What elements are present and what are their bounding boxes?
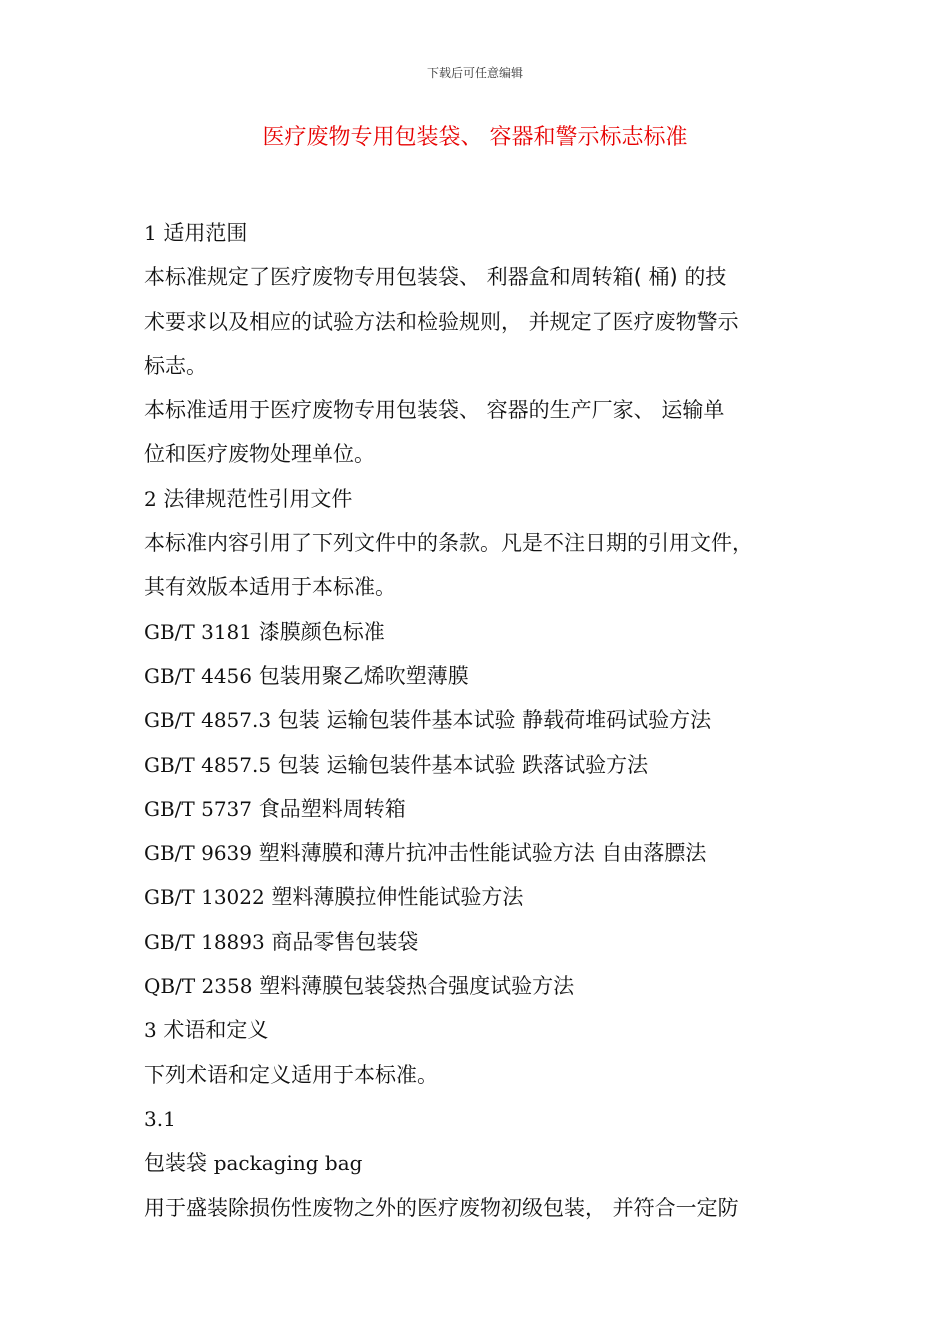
reference-code: GB/T 9639 [144, 841, 253, 866]
reference-code: GB/T 5737 [144, 796, 253, 821]
paragraph-line: 本标准适用于医疗废物专用包装袋、 容器的生产厂家、 运输单 [144, 398, 725, 423]
reference-code: GB/T 18893 [144, 929, 265, 954]
reference-code: GB/T 13022 [144, 885, 265, 910]
header-note: 下载后可任意编辑 [426, 66, 523, 80]
section-title: 术语和定义 [163, 1018, 269, 1043]
reference-title: 食品塑料周转箱 [258, 796, 406, 821]
section-number: 3 [144, 1018, 157, 1043]
reference-item [144, 743, 814, 787]
term-english: packaging bag [213, 1151, 363, 1176]
paragraph-line: 标志。 [144, 353, 207, 378]
paragraph-line: 本标准规定了医疗废物专用包装袋、 利器盒和周转箱( 桶) 的技 [144, 265, 727, 290]
reference-title: 包装 运输包装件基本试验 跌落试验方法 [277, 752, 649, 777]
reference-item [144, 698, 814, 742]
document-title: 医疗废物专用包装袋、 容器和警示标志标准 [262, 125, 688, 150]
reference-code: GB/T 4857.5 [144, 752, 272, 777]
section-heading [144, 211, 814, 255]
reference-title: 塑料薄膜包装袋热合强度试验方法 [259, 974, 575, 999]
section-number: 1 [144, 221, 157, 245]
reference-title: 漆膜颜色标准 [258, 619, 385, 644]
paragraph-line: 用于盛装除损伤性废物之外的医疗废物初级包装， 并符合一定防 [144, 1195, 739, 1220]
reference-item [144, 787, 814, 831]
reference-item [144, 610, 814, 654]
subsection-number: 3.1 [144, 1106, 176, 1131]
section-number: 2 [144, 486, 157, 511]
reference-title: 包装 运输包装件基本试验 静载荷堆码试验方法 [277, 708, 712, 733]
reference-title: 商品零售包装袋 [271, 929, 419, 954]
section-title: 适用范围 [163, 221, 248, 245]
paragraph-line: 本标准内容引用了下列文件中的条款。凡是不注日期的引用文件， [144, 531, 753, 556]
reference-item [144, 964, 814, 1008]
section-heading [144, 477, 814, 521]
reference-item [144, 654, 814, 698]
section-heading [144, 1008, 814, 1052]
reference-code: GB/T 4857.3 [144, 708, 272, 733]
reference-item [144, 920, 814, 964]
reference-code: QB/T 2358 [144, 974, 253, 999]
paragraph-line: 下列术语和定义适用于本标准。 [144, 1062, 438, 1087]
document-body [144, 211, 814, 1230]
section-title: 法律规范性引用文件 [163, 486, 353, 511]
reference-title: 塑料薄膜拉伸性能试验方法 [271, 885, 524, 910]
reference-item [144, 831, 814, 875]
paragraph-line: 术要求以及相应的试验方法和检验规则， 并规定了医疗废物警示 [144, 309, 739, 334]
paragraph-line: 位和医疗废物处理单位。 [144, 442, 375, 467]
reference-title: 包装用聚乙烯吹塑薄膜 [258, 663, 469, 688]
reference-code: GB/T 4456 [144, 663, 253, 688]
term-line [144, 1141, 814, 1185]
reference-title: 塑料薄膜和薄片抗冲击性能试验方法 自由落膘法 [258, 841, 707, 866]
reference-item [144, 875, 814, 919]
term-chinese: 包装袋 [144, 1151, 207, 1176]
reference-code: GB/T 3181 [144, 619, 253, 644]
paragraph-line: 其有效版本适用于本标准。 [144, 575, 396, 600]
